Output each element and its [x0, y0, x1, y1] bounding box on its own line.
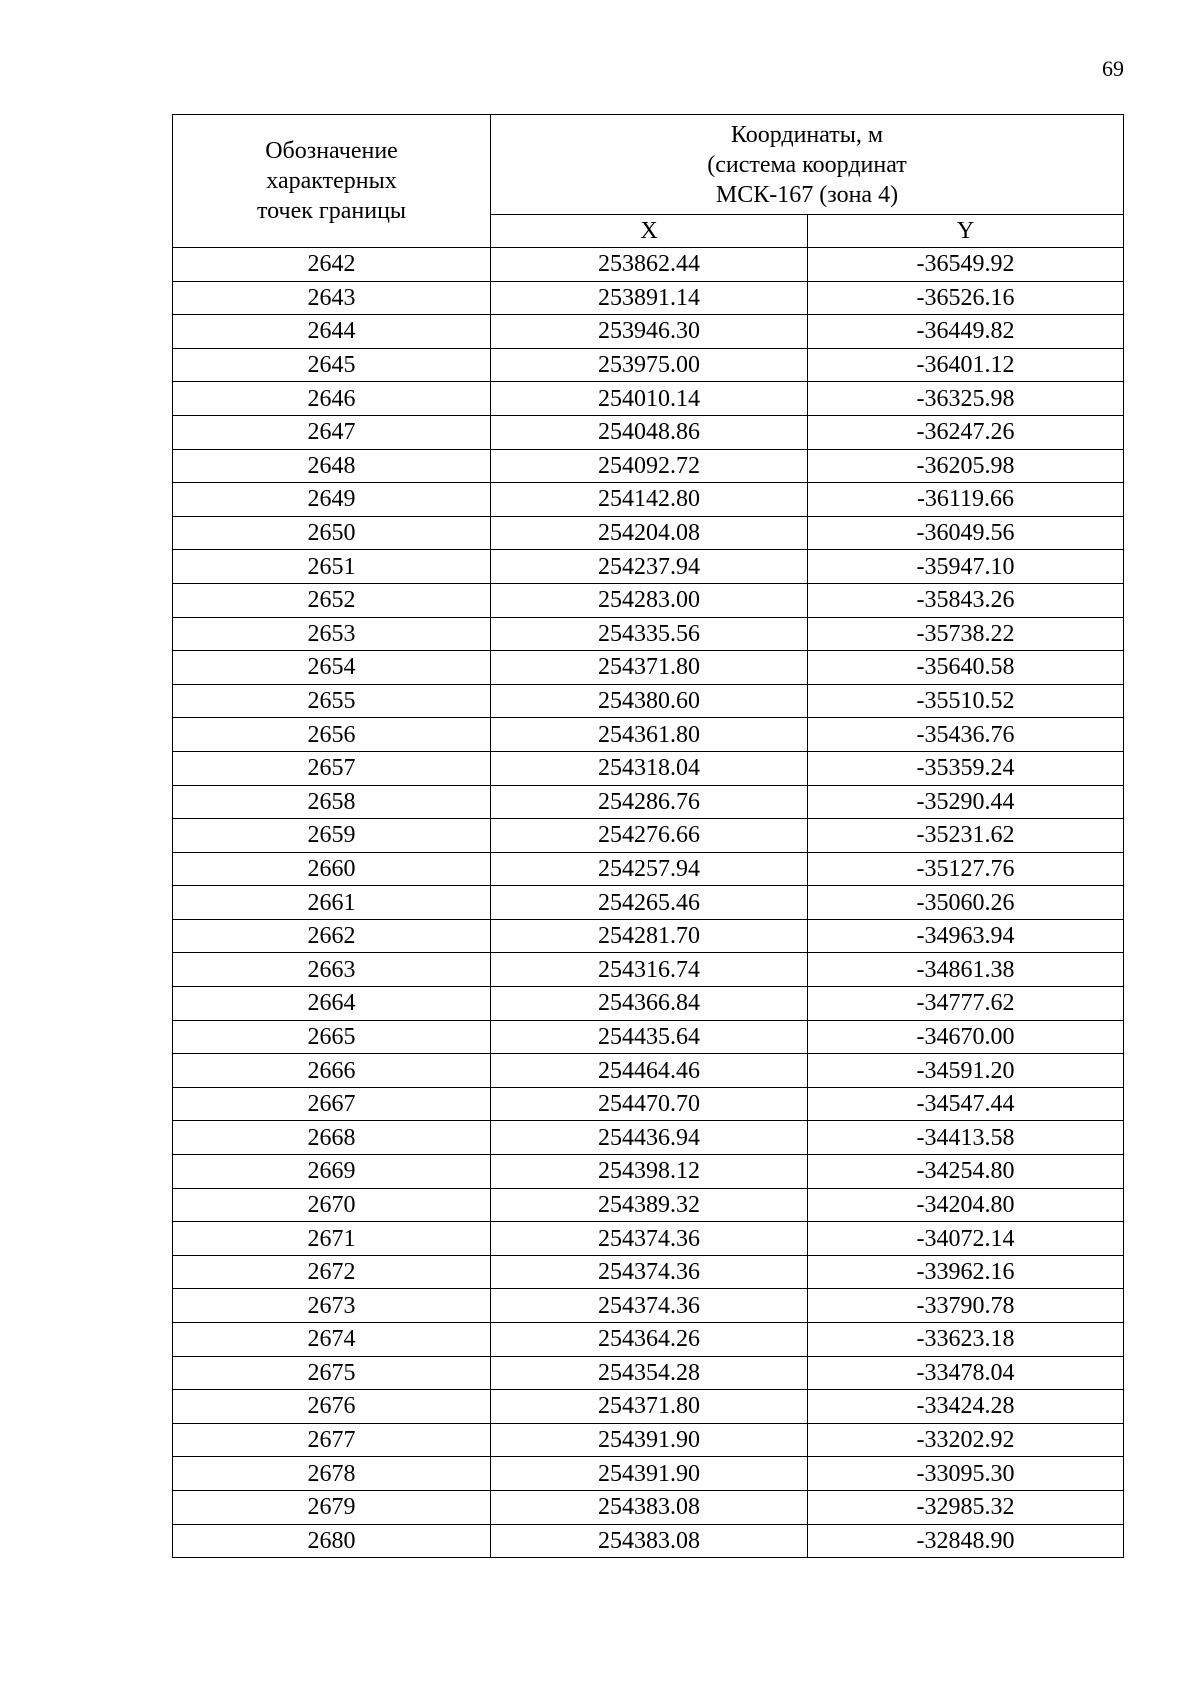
point-id: 2649	[173, 483, 491, 517]
table-row	[173, 1188, 1124, 1222]
table-row	[173, 516, 1124, 550]
x-coordinate: 254389.32	[491, 1188, 808, 1222]
table-row	[173, 1356, 1124, 1390]
table-row	[173, 1490, 1124, 1524]
x-coordinate: 254361.80	[491, 718, 808, 752]
x-coordinate: 254371.80	[491, 651, 808, 685]
table-row	[173, 1289, 1124, 1323]
point-id: 2645	[173, 348, 491, 382]
table-row	[173, 718, 1124, 752]
y-coordinate: -36247.26	[808, 415, 1124, 449]
x-coordinate: 254237.94	[491, 550, 808, 584]
x-coordinate: 254374.36	[491, 1255, 808, 1289]
x-coordinate: 254142.80	[491, 483, 808, 517]
y-coordinate: -34670.00	[808, 1020, 1124, 1054]
table-row	[173, 1222, 1124, 1256]
point-id: 2679	[173, 1490, 491, 1524]
x-coordinate: 254316.74	[491, 953, 808, 987]
point-id: 2660	[173, 852, 491, 886]
point-id: 2668	[173, 1121, 491, 1155]
table-row	[173, 550, 1124, 584]
y-coordinate: -35640.58	[808, 651, 1124, 685]
y-coordinate: -33424.28	[808, 1390, 1124, 1424]
x-coordinate: 254366.84	[491, 987, 808, 1021]
y-coordinate: -36401.12	[808, 348, 1124, 382]
y-coordinate: -34777.62	[808, 987, 1124, 1021]
y-coordinate: -35947.10	[808, 550, 1124, 584]
table-row	[173, 751, 1124, 785]
point-id: 2644	[173, 315, 491, 349]
y-coordinate: -36325.98	[808, 382, 1124, 416]
table-row	[173, 449, 1124, 483]
x-coordinate: 254010.14	[491, 382, 808, 416]
table-row	[173, 785, 1124, 819]
y-coordinate: -36119.66	[808, 483, 1124, 517]
header-y: Y	[808, 215, 1124, 248]
y-coordinate: -33790.78	[808, 1289, 1124, 1323]
y-coordinate: -32985.32	[808, 1490, 1124, 1524]
table-row	[173, 1020, 1124, 1054]
y-coordinate: -34547.44	[808, 1087, 1124, 1121]
x-coordinate: 254283.00	[491, 583, 808, 617]
x-coordinate: 254383.08	[491, 1490, 808, 1524]
point-id: 2671	[173, 1222, 491, 1256]
y-coordinate: -35359.24	[808, 751, 1124, 785]
point-id: 2667	[173, 1087, 491, 1121]
y-coordinate: -35290.44	[808, 785, 1124, 819]
point-id: 2675	[173, 1356, 491, 1390]
y-coordinate: -35060.26	[808, 886, 1124, 920]
y-coordinate: -35436.76	[808, 718, 1124, 752]
point-id: 2658	[173, 785, 491, 819]
table-row	[173, 852, 1124, 886]
x-coordinate: 254318.04	[491, 751, 808, 785]
y-coordinate: -34413.58	[808, 1121, 1124, 1155]
y-coordinate: -33962.16	[808, 1255, 1124, 1289]
x-coordinate: 253891.14	[491, 281, 808, 315]
x-coordinate: 253975.00	[491, 348, 808, 382]
table-row	[173, 315, 1124, 349]
table-row	[173, 382, 1124, 416]
x-coordinate: 254286.76	[491, 785, 808, 819]
table-row	[173, 1155, 1124, 1189]
table-row	[173, 1423, 1124, 1457]
table-row	[173, 987, 1124, 1021]
table-row	[173, 281, 1124, 315]
y-coordinate: -36205.98	[808, 449, 1124, 483]
y-coordinate: -35510.52	[808, 684, 1124, 718]
x-coordinate: 254383.08	[491, 1524, 808, 1558]
y-coordinate: -33095.30	[808, 1457, 1124, 1491]
point-id: 2678	[173, 1457, 491, 1491]
x-coordinate: 254374.36	[491, 1222, 808, 1256]
table-row	[173, 248, 1124, 282]
table-body	[173, 248, 1124, 1558]
x-coordinate: 254398.12	[491, 1155, 808, 1189]
x-coordinate: 254371.80	[491, 1390, 808, 1424]
point-id: 2672	[173, 1255, 491, 1289]
point-id: 2656	[173, 718, 491, 752]
x-coordinate: 254435.64	[491, 1020, 808, 1054]
table-row	[173, 886, 1124, 920]
point-id: 2673	[173, 1289, 491, 1323]
x-coordinate: 254391.90	[491, 1457, 808, 1491]
table-row	[173, 1121, 1124, 1155]
y-coordinate: -36049.56	[808, 516, 1124, 550]
table-header	[173, 115, 1124, 248]
table-row	[173, 953, 1124, 987]
point-id: 2648	[173, 449, 491, 483]
x-coordinate: 254048.86	[491, 415, 808, 449]
x-coordinate: 254391.90	[491, 1423, 808, 1457]
y-coordinate: -32848.90	[808, 1524, 1124, 1558]
point-id: 2657	[173, 751, 491, 785]
point-id: 2642	[173, 248, 491, 282]
x-coordinate: 254470.70	[491, 1087, 808, 1121]
y-coordinate: -36549.92	[808, 248, 1124, 282]
point-id: 2665	[173, 1020, 491, 1054]
table-row	[173, 1054, 1124, 1088]
x-coordinate: 254374.36	[491, 1289, 808, 1323]
header-coordinates: Координаты, м (система координат МСК-167 (зона 4)	[491, 115, 1124, 215]
point-id: 2653	[173, 617, 491, 651]
table-row	[173, 919, 1124, 953]
y-coordinate: -35738.22	[808, 617, 1124, 651]
table-row	[173, 651, 1124, 685]
point-id: 2654	[173, 651, 491, 685]
point-id: 2650	[173, 516, 491, 550]
y-coordinate: -35127.76	[808, 852, 1124, 886]
point-id: 2663	[173, 953, 491, 987]
x-coordinate: 253862.44	[491, 248, 808, 282]
point-id: 2677	[173, 1423, 491, 1457]
y-coordinate: -34072.14	[808, 1222, 1124, 1256]
y-coordinate: -35843.26	[808, 583, 1124, 617]
y-coordinate: -34861.38	[808, 953, 1124, 987]
header-row-main	[173, 115, 1124, 215]
point-id: 2643	[173, 281, 491, 315]
header-designation: Обозначение характерных точек границы	[173, 115, 491, 248]
table-row	[173, 1255, 1124, 1289]
y-coordinate: -34591.20	[808, 1054, 1124, 1088]
point-id: 2666	[173, 1054, 491, 1088]
table-row	[173, 617, 1124, 651]
x-coordinate: 254464.46	[491, 1054, 808, 1088]
y-coordinate: -34963.94	[808, 919, 1124, 953]
x-coordinate: 254380.60	[491, 684, 808, 718]
boundary-points-table	[172, 114, 1124, 1558]
y-coordinate: -36526.16	[808, 281, 1124, 315]
x-coordinate: 254276.66	[491, 819, 808, 853]
point-id: 2647	[173, 415, 491, 449]
table-row	[173, 1390, 1124, 1424]
y-coordinate: -35231.62	[808, 819, 1124, 853]
point-id: 2662	[173, 919, 491, 953]
point-id: 2680	[173, 1524, 491, 1558]
table-row	[173, 415, 1124, 449]
table-row	[173, 819, 1124, 853]
point-id: 2670	[173, 1188, 491, 1222]
y-coordinate: -33623.18	[808, 1323, 1124, 1357]
point-id: 2669	[173, 1155, 491, 1189]
x-coordinate: 254335.56	[491, 617, 808, 651]
y-coordinate: -33202.92	[808, 1423, 1124, 1457]
table-row	[173, 348, 1124, 382]
table-row	[173, 1323, 1124, 1357]
point-id: 2676	[173, 1390, 491, 1424]
x-coordinate: 254281.70	[491, 919, 808, 953]
point-id: 2655	[173, 684, 491, 718]
x-coordinate: 254354.28	[491, 1356, 808, 1390]
page-number: 69	[1102, 56, 1124, 81]
point-id: 2651	[173, 550, 491, 584]
table-row	[173, 1087, 1124, 1121]
y-coordinate: -33478.04	[808, 1356, 1124, 1390]
x-coordinate: 254265.46	[491, 886, 808, 920]
x-coordinate: 254364.26	[491, 1323, 808, 1357]
table-row	[173, 583, 1124, 617]
x-coordinate: 254092.72	[491, 449, 808, 483]
point-id: 2664	[173, 987, 491, 1021]
x-coordinate: 254436.94	[491, 1121, 808, 1155]
x-coordinate: 253946.30	[491, 315, 808, 349]
point-id: 2646	[173, 382, 491, 416]
point-id: 2659	[173, 819, 491, 853]
table-row	[173, 684, 1124, 718]
table-row	[173, 483, 1124, 517]
point-id: 2674	[173, 1323, 491, 1357]
x-coordinate: 254257.94	[491, 852, 808, 886]
table-row	[173, 1524, 1124, 1558]
y-coordinate: -36449.82	[808, 315, 1124, 349]
point-id: 2652	[173, 583, 491, 617]
y-coordinate: -34254.80	[808, 1155, 1124, 1189]
point-id: 2661	[173, 886, 491, 920]
y-coordinate: -34204.80	[808, 1188, 1124, 1222]
x-coordinate: 254204.08	[491, 516, 808, 550]
table-row	[173, 1457, 1124, 1491]
header-x: X	[491, 215, 808, 248]
